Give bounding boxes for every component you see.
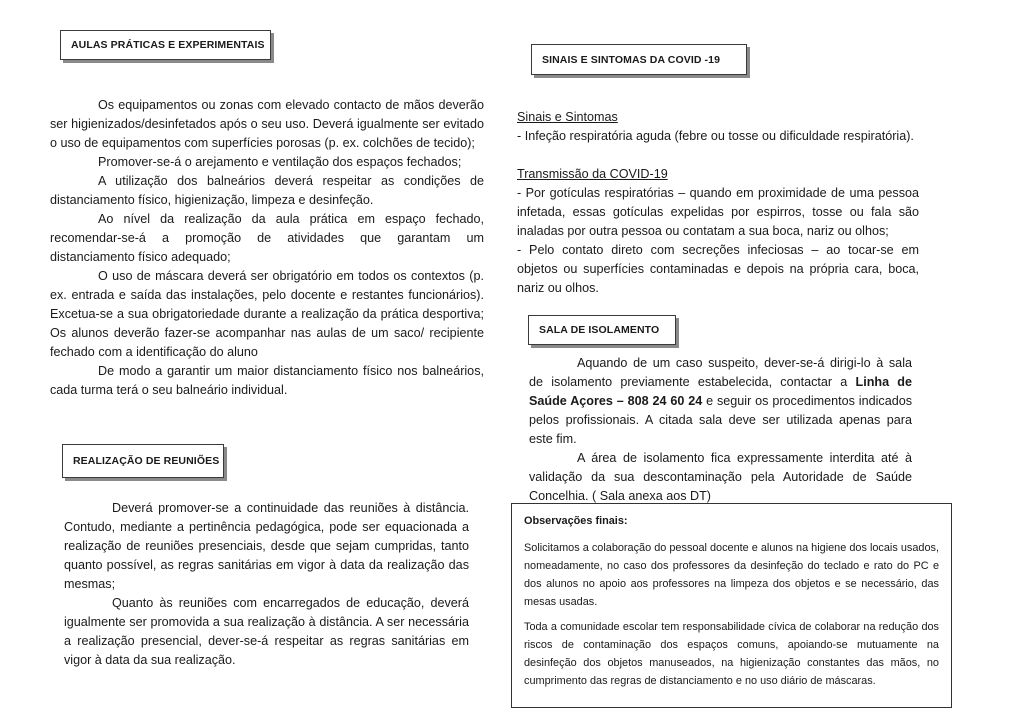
section-title-reunioes	[62, 444, 224, 478]
subheading: Sinais e Sintomas	[517, 110, 618, 124]
paragraph: - Por gotículas respiratórias – quando em proximidade de uma pessoa infetada, essas gotículas expelidas por espirros, tosse ou fala são inaladas por outra pessoa ou contatam a sua boca, nariz ou olhos;	[517, 186, 919, 238]
isolamento-text-c: e seguir os procedimentos indicados pelos profissionais. A citada sala deve ser utilizada apenas para este fim.	[529, 394, 913, 446]
paragraph: De modo a garantir um maior distanciamento físico nos balneários, cada turma terá o seu balneário individual.	[50, 364, 484, 397]
paragraph: Os equipamentos ou zonas com elevado contacto de mãos deverão ser higienizados/desinfetados após o seu uso. Deverá igualmente ser evitado o uso de equipamentos com superfícies porosas (p. ex. colchões de tecido);	[50, 98, 484, 150]
section-title-text: AULAS PRÁTICAS E EXPERIMENTAIS	[71, 39, 265, 51]
linha-saude-contact: Linha de Saúde Açores – 808 24 60 24	[529, 375, 913, 408]
reunioes-text	[64, 499, 469, 670]
paragraph: Toda a comunidade escolar tem responsabilidade cívica de colaborar na redução dos riscos de contaminação dos espaços comuns, apoiando-se mutuamente na desinfeção dos objetos manuseados, na higienização constantes das mãos, no cumprimento das regras de distanciamento e no uso diário de máscaras.	[524, 621, 939, 687]
paragraph: Deverá promover-se a continuidade das reuniões à distância. Contudo, mediante a pertinência pedagógica, pode ser equacionada a realização de reuniões presenciais, desde que sejam cumpridas, tanto quanto possível, as regras sanitárias em vigor à data da realização das mesmas;	[64, 501, 469, 591]
paragraph: Solicitamos a colaboração do pessoal docente e alunos na higiene dos locais usados, nomeadamente, no caso dos professores da desinfeção do teclado e rato do PC e dos alunos no apoio aos professores na limpeza dos objetos e se necessário, das mesas usadas.	[524, 542, 939, 608]
paragraph: Quanto às reuniões com encarregados de educação, deverá igualmente ser promovida a sua realização à distância. A ser necessária a realização presencial, dever-se-á respeitar as regras sanitárias em vigor à data da sua realização.	[64, 596, 469, 667]
paragraph: A utilização dos balneários deverá respeitar as condições de distanciamento físico, higienização, limpeza e desinfeção.	[50, 174, 484, 207]
aulas-praticas-text	[50, 96, 484, 400]
section-title-aulas-praticas	[60, 30, 271, 60]
section-title-text: SINAIS E SINTOMAS DA COVID -19	[542, 53, 721, 66]
isolamento-text-a: Aquando de um caso suspeito, dever-se-á dirigi-lo à sala de isolamento previamente estabelecida, contactar a	[529, 356, 912, 389]
paragraph: A área de isolamento fica expressamente interdita até à validação da sua descontaminação pela Autoridade de Saúde Concelhia. ( Sala anexa aos DT)	[529, 451, 912, 503]
observacoes-title: Observações finais:	[524, 515, 628, 527]
section-title-text: SALA DE ISOLAMENTO	[539, 324, 660, 336]
sinais-sintomas-text	[517, 108, 919, 298]
subheading: Transmissão da COVID-19	[517, 167, 668, 181]
section-title-sala-isolamento	[528, 315, 676, 345]
paragraph: O uso de máscara deverá ser obrigatório em todos os contextos (p. ex. entrada e saída das instalações, pelo docente e restantes funcionários). Excetua-se a sua obrigatoriedade durante a realização da prática desportiva; Os alunos deverão fazer-se acompanhar nas aulas de um saco/ recipiente fechado com a identificação do aluno	[50, 269, 484, 359]
section-title-text: REALIZAÇÃO DE REUNIÕES	[73, 455, 220, 467]
observacoes-finais-box	[511, 503, 952, 708]
paragraph: - Infeção respiratória aguda (febre ou tosse ou dificuldade respiratória).	[517, 129, 914, 143]
paragraph: Promover-se-á o arejamento e ventilação dos espaços fechados;	[98, 155, 462, 169]
paragraph	[529, 354, 912, 449]
paragraph: Ao nível da realização da aula prática em espaço fechado, recomendar-se-á a promoção de atividades que garantam um distanciamento físico adequado;	[50, 212, 484, 264]
section-title-sinais-sintomas	[531, 44, 747, 75]
sala-isolamento-text	[529, 354, 912, 506]
paragraph: - Pelo contato direto com secreções infeciosas – ao tocar-se em objetos ou superfícies contaminadas e depois na própria cara, boca, nariz ou olhos.	[517, 243, 919, 295]
